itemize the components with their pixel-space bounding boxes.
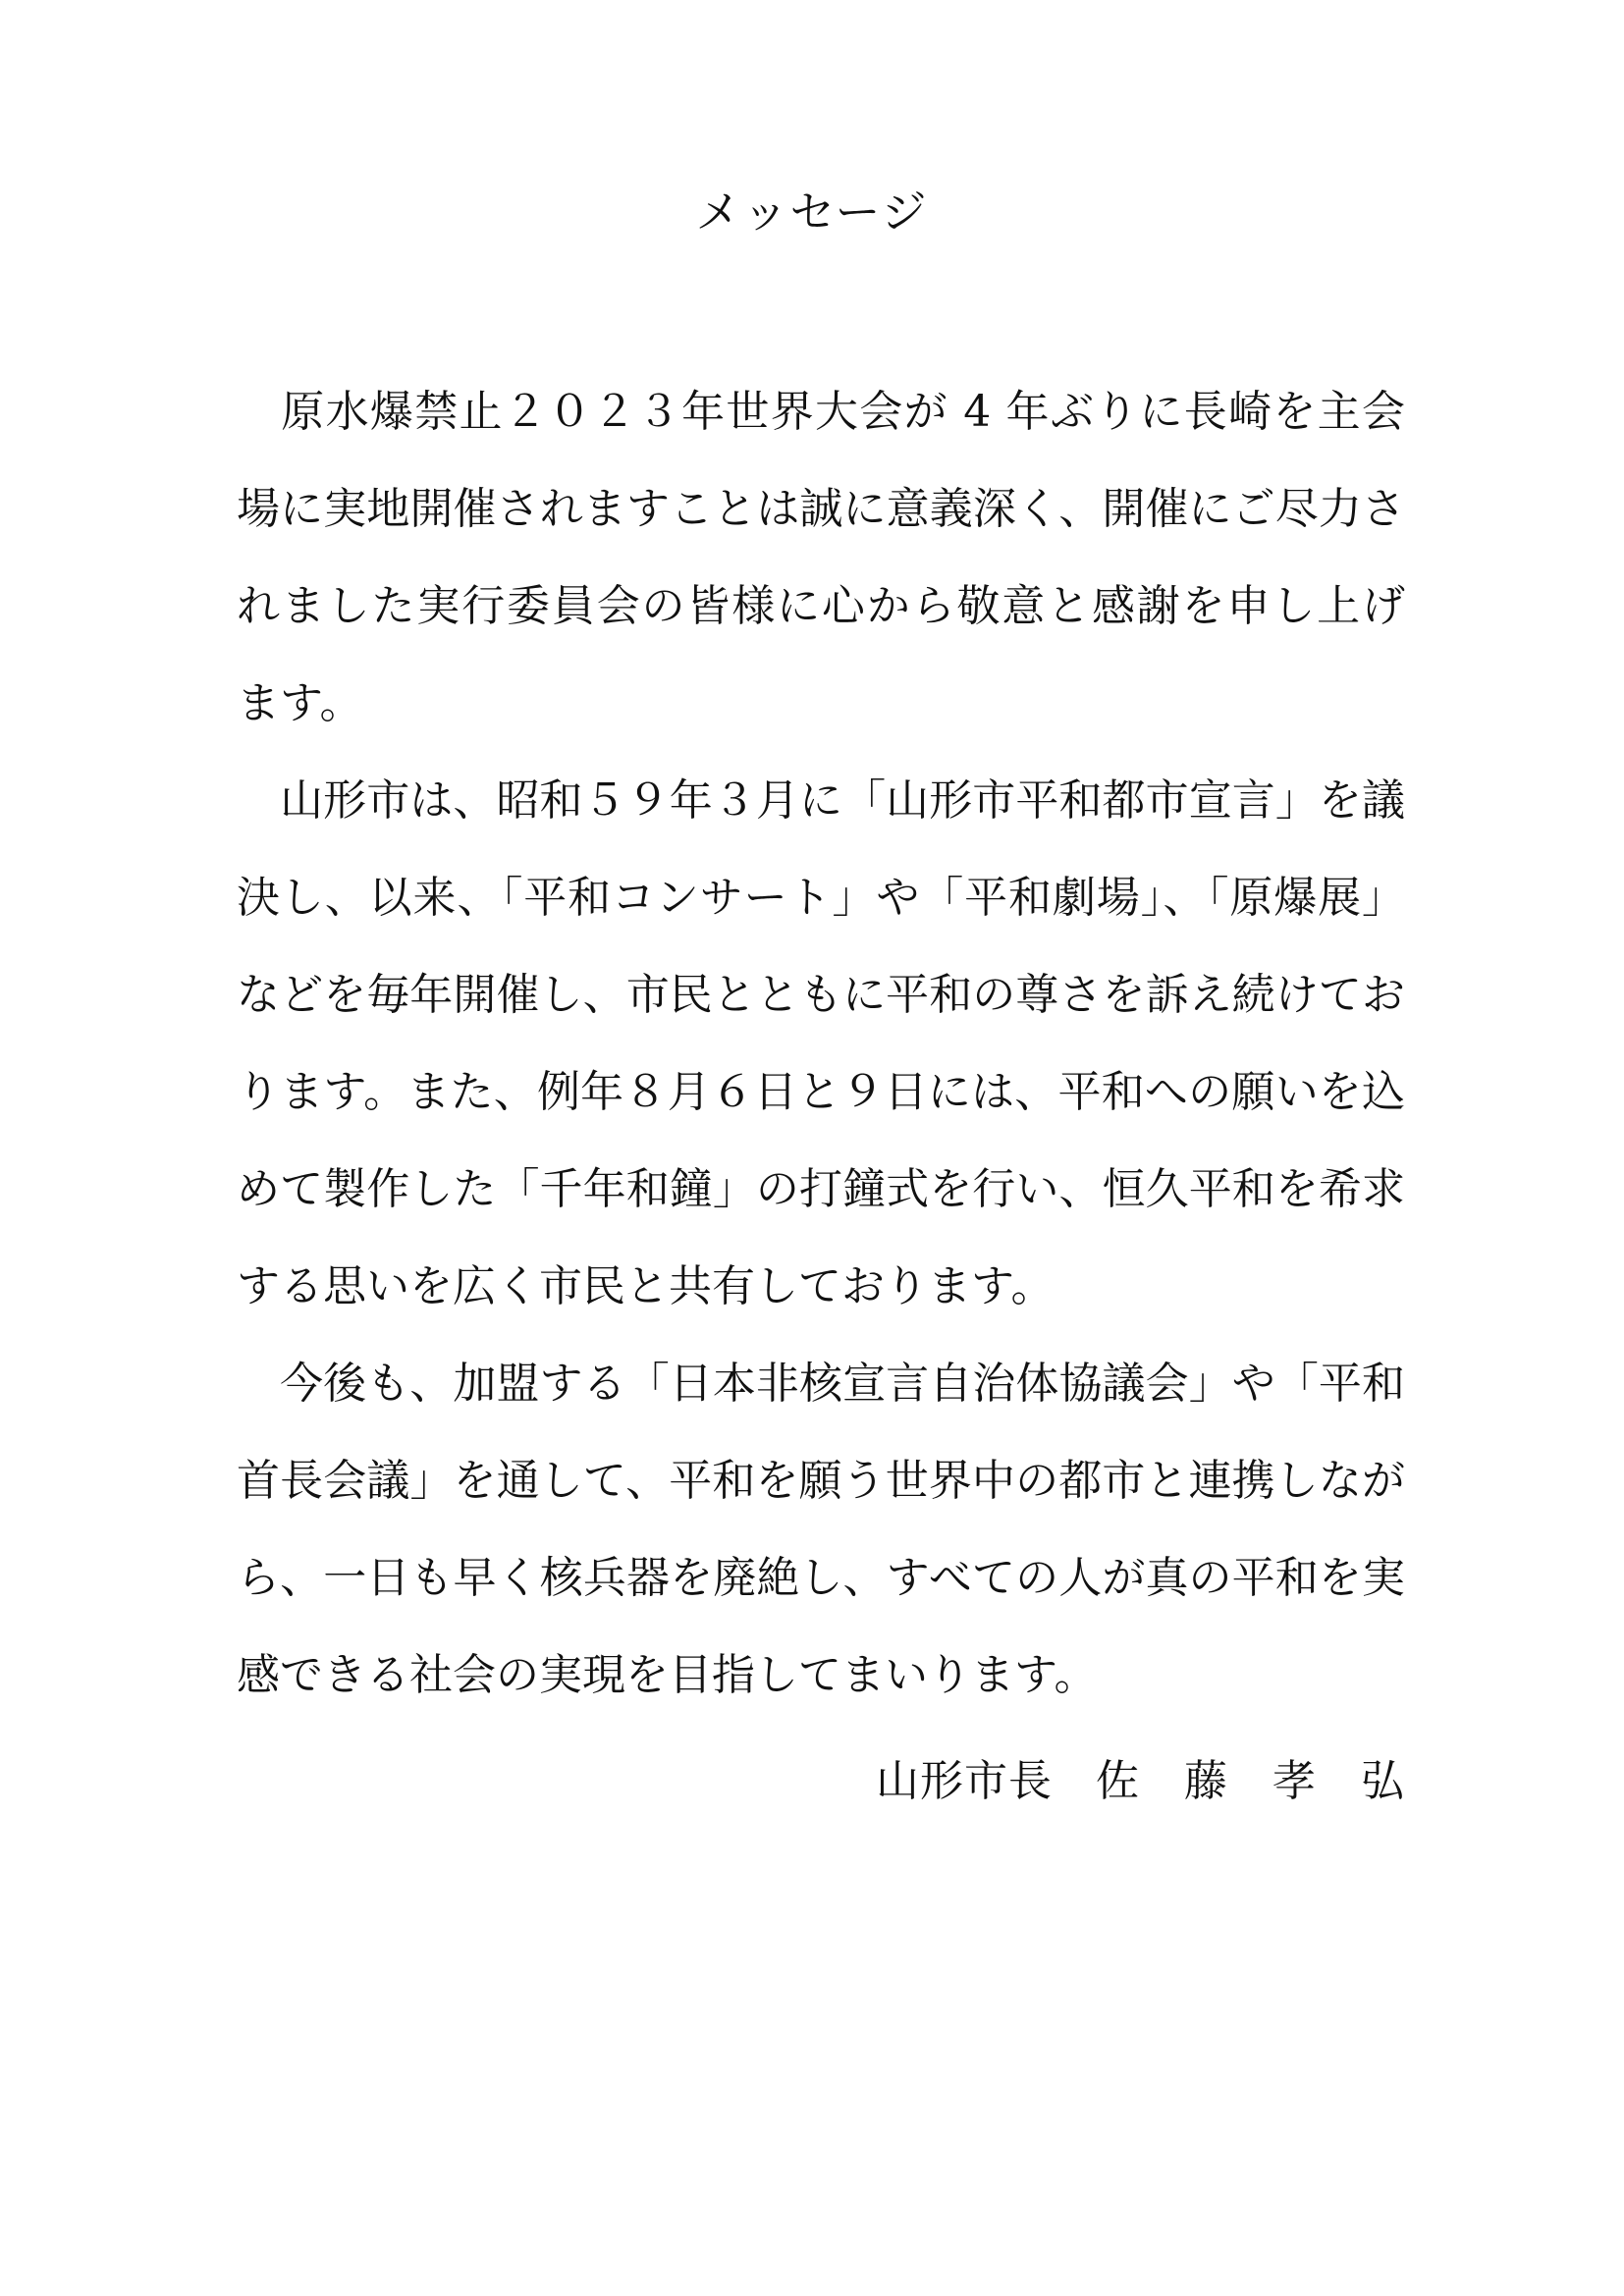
signature-office: 山形市長 [876,1756,1053,1806]
text-line: れました実行委員会の皆様に心から敬意と感謝を申し上げ [237,581,1405,631]
paragraph-1 [237,363,1405,752]
text-line: 山形市は、昭和５９年３月に「山形市平和都市宣言」を議 [237,775,1405,826]
message-body [237,363,1405,1724]
signature [876,1752,1405,1811]
text-line: 今後も、加盟する「日本非核宣言自治体協議会」や「平和 [237,1359,1405,1409]
text-line: 決し、以来、「平和コンサート」や「平和劇場」、「原爆展」 [237,873,1405,923]
text-line: する思いを広く市民と共有しております。 [237,1261,1055,1311]
text-line: めて製作した「千年和鐘」の打鐘式を行い、恒久平和を希求 [237,1164,1405,1214]
text-line: ら、一日も早く核兵器を廃絶し、すべての人が真の平和を実 [237,1553,1405,1603]
text-line: 感できる社会の実現を目指してまいります。 [237,1650,1098,1700]
text-line: ります。また、例年８月６日と９日には、平和への願いを込 [237,1067,1405,1117]
text-line: 首長会議」を通して、平和を願う世界中の都市と連携しなが [237,1456,1405,1506]
text-line: 原水爆禁止２０２３年世界大会が 4 年ぶりに長崎を主会 [237,387,1405,437]
text-line: 場に実地開催されますことは誠に意義深く、開催にご尽力さ [237,484,1405,534]
text-line: などを毎年開催し、市民とともに平和の尊さを訴え続けてお [237,970,1405,1020]
paragraph-2 [237,752,1405,1335]
paragraph-3 [237,1335,1405,1724]
signature-name: 佐 藤 孝 弘 [1096,1756,1405,1806]
text-line: ます。 [237,678,363,728]
document-title: メッセージ [695,186,929,239]
